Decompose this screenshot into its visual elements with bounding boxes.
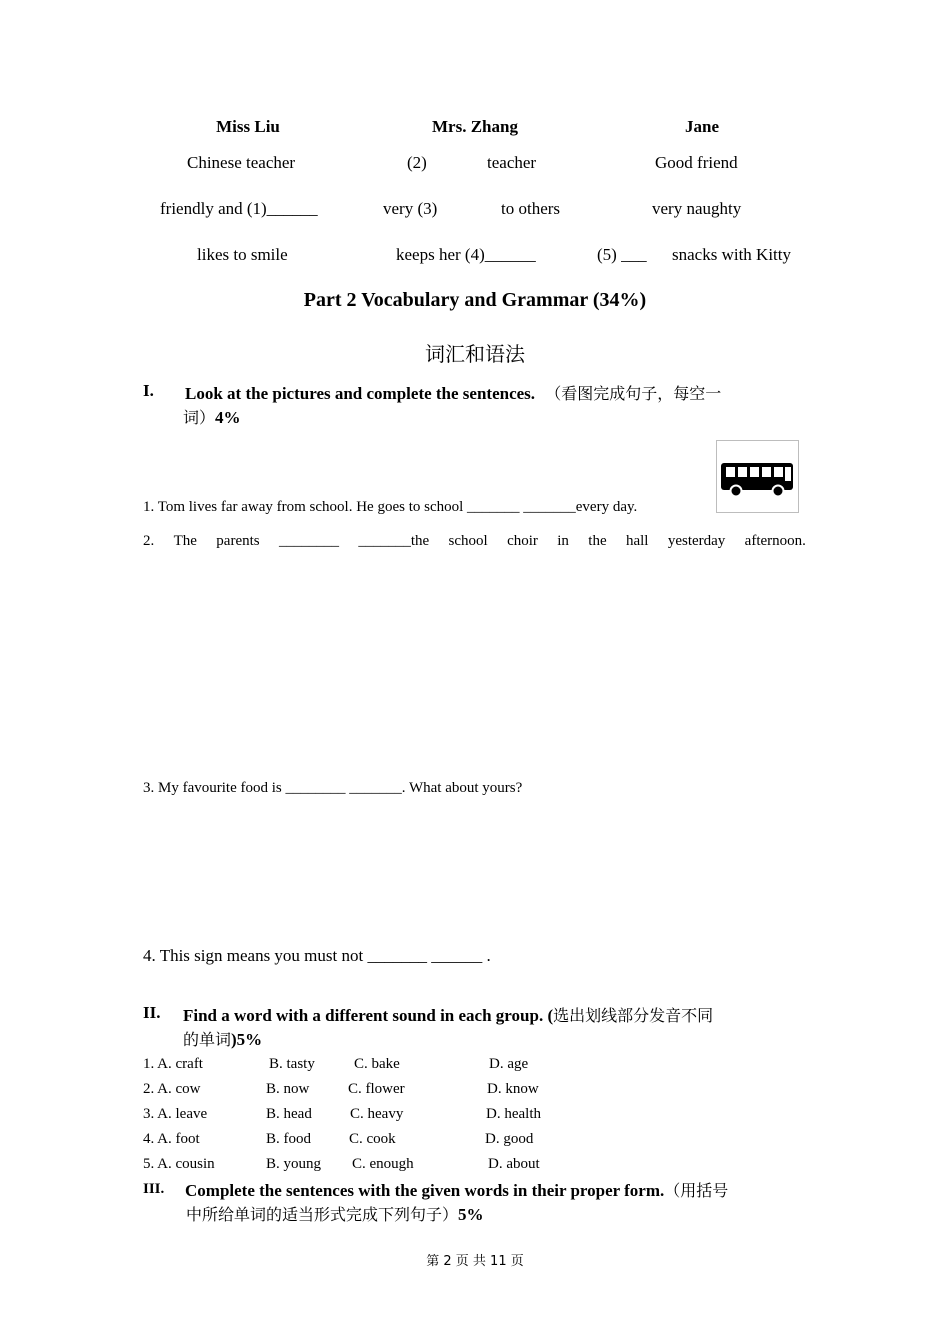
page-footer: 第 2 页 共 11 页 (426, 1254, 524, 1269)
option-row-2d: D. know (487, 1081, 539, 1097)
q2-word: school (448, 533, 488, 549)
q2-word: in (557, 533, 569, 549)
cell-very-naughty: very naughty (652, 199, 742, 218)
section3-title: Complete the sentences with the given words in their proper form. (185, 1181, 665, 1200)
q2-word: _______the (358, 533, 430, 549)
section2-number: II. (143, 1003, 161, 1022)
option-row-2c: C. flower (348, 1081, 405, 1097)
q2-word: yesterday (667, 533, 726, 549)
cell-blank-5: (5) ___ (597, 245, 647, 264)
option-row-1b: B. tasty (269, 1056, 315, 1072)
bus-icon (717, 441, 798, 512)
section1-title: Look at the pictures and complete the sentences. (185, 384, 536, 403)
option-row-1a: 1. A. craft (143, 1056, 203, 1072)
q2-word: the (588, 533, 607, 549)
part2-title: Part 2 Vocabulary and Grammar (34%) (303, 289, 647, 311)
header-mrs-zhang: Mrs. Zhang (432, 117, 518, 136)
section1-number: I. (143, 381, 154, 400)
q2-word: The (173, 533, 197, 549)
q2-word: parents (216, 533, 260, 549)
option-row-2b: B. now (266, 1081, 310, 1097)
bus-picture (716, 440, 799, 513)
q2-word: hall (625, 533, 649, 549)
section1-cn-2: 词） (183, 408, 216, 427)
option-row-3b: B. head (266, 1106, 312, 1122)
cell-keeps-her: keeps her (4)______ (396, 245, 536, 264)
question-4: 4. This sign means you must not _______ ______ . (143, 946, 491, 965)
cell-to-others: to others (501, 199, 561, 218)
q2-word: afternoon. (744, 533, 806, 549)
q2-word: choir (507, 533, 538, 549)
cell-teacher: teacher (487, 153, 537, 172)
header-miss-liu: Miss Liu (216, 117, 280, 136)
option-row-5b: B. young (266, 1156, 322, 1172)
cell-good-friend: Good friend (655, 153, 738, 172)
cell-chinese-teacher: Chinese teacher (187, 153, 296, 172)
cell-friendly-and: friendly and (1)______ (160, 199, 318, 218)
q2-blank: ________ (278, 533, 339, 549)
option-row-5a: 5. A. cousin (143, 1156, 215, 1172)
section2-heading (183, 1003, 713, 1026)
part2-subtitle: 词汇和语法 (425, 342, 525, 366)
question-2 (143, 533, 806, 550)
option-row-4b: B. food (266, 1131, 311, 1147)
option-row-5c: C. enough (352, 1156, 414, 1172)
section3-cn-1: （用括号 (664, 1181, 729, 1200)
option-row-4a: 4. A. foot (143, 1131, 200, 1147)
option-row-4c: C. cook (349, 1131, 396, 1147)
question-1: 1. Tom lives far away from school. He goes to school _______ _______every day. (143, 499, 638, 515)
option-row-1d: D. age (489, 1056, 529, 1072)
option-row-3c: C. heavy (350, 1106, 404, 1122)
section2-heading-line2 (183, 1027, 262, 1050)
option-row-5d: D. about (488, 1156, 540, 1172)
section3-heading (185, 1178, 728, 1201)
cell-snacks-with-kitty: snacks with Kitty (672, 245, 791, 264)
option-row-1c: C. bake (354, 1056, 400, 1072)
section2-cn-1: 选出划线部分发音不同 (553, 1006, 714, 1025)
cell-likes-to-smile: likes to smile (197, 245, 288, 264)
question-3: 3. My favourite food is ________ _______. What about yours? (143, 780, 523, 796)
section3-score: 5% (458, 1205, 484, 1224)
q2-word: 2. (143, 533, 155, 549)
section1-score: 4% (215, 408, 241, 427)
section3-number: III. (143, 1181, 165, 1197)
option-row-4d: D. good (485, 1131, 534, 1147)
section1-cn-1: （看图完成句子，每空一 (545, 384, 722, 403)
section3-heading-line2 (186, 1202, 484, 1225)
option-row-3a: 3. A. leave (143, 1106, 208, 1122)
cell-very-3: very (3) (383, 199, 438, 218)
section2-title: Find a word with a different sound in each group. ( (183, 1006, 554, 1025)
section2-cn-2: 的单词 (183, 1030, 232, 1049)
cell-blank-2: (2) (407, 153, 427, 172)
option-row-3d: D. health (486, 1106, 541, 1122)
option-row-2a: 2. A. cow (143, 1081, 201, 1097)
section1-heading (185, 381, 721, 404)
section2-score: )5% (231, 1030, 263, 1049)
header-jane: Jane (685, 117, 719, 136)
section1-heading-line2 (183, 405, 241, 428)
section3-cn-2: 中所给单词的适当形式完成下列句子） (186, 1205, 459, 1224)
